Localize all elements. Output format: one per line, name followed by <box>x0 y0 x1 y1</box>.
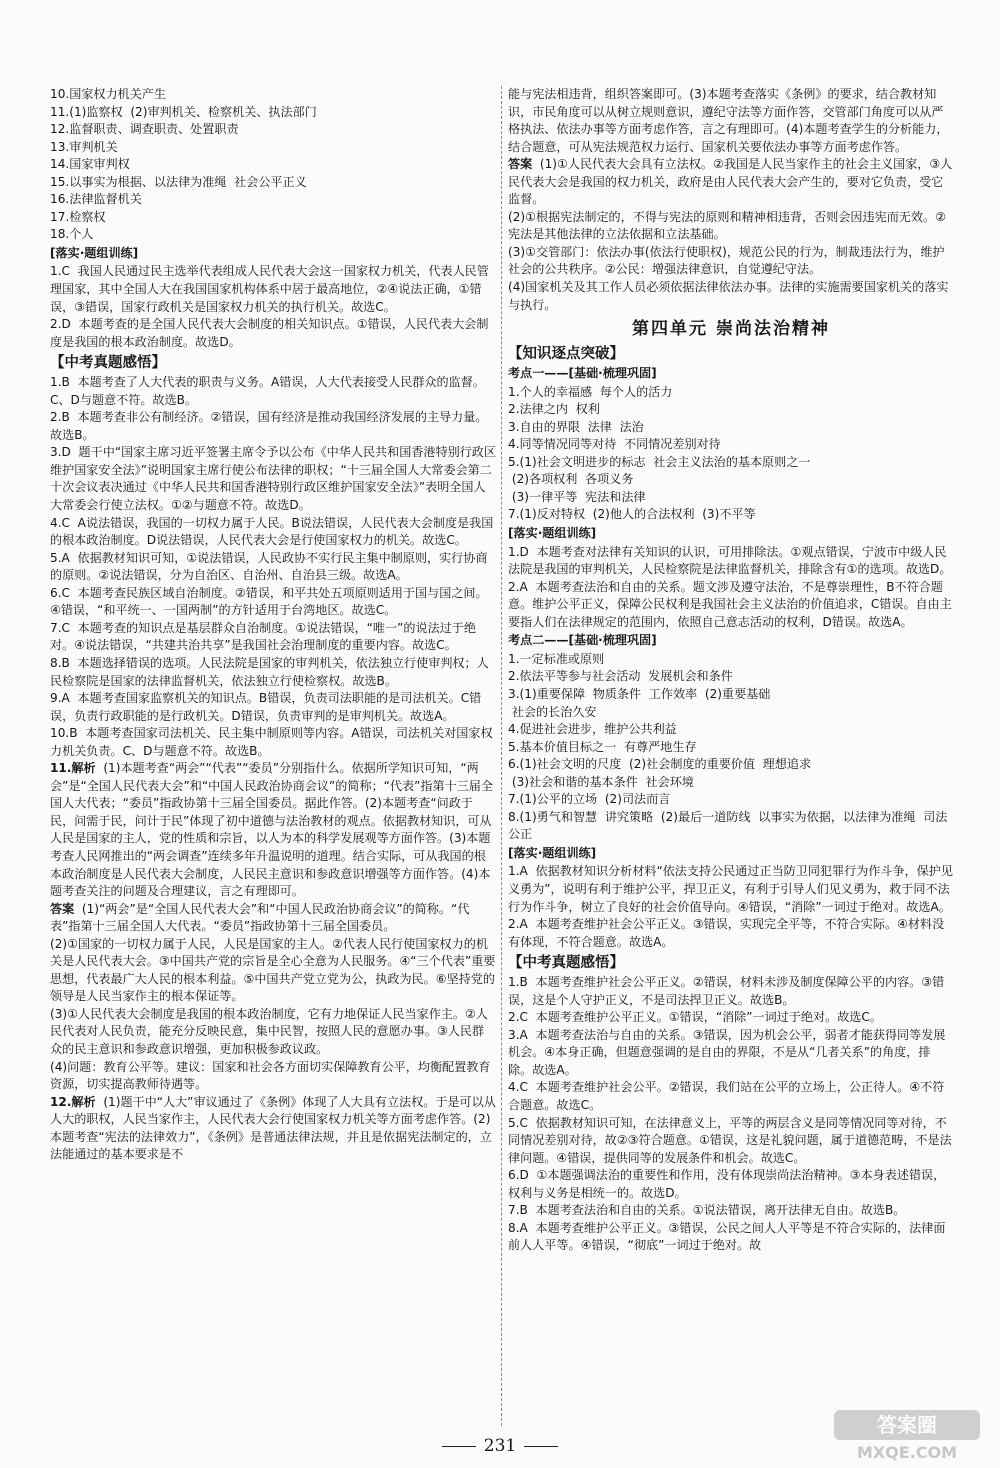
answer-line: (3)一律平等 宪法和法律 <box>508 489 646 504</box>
answer-line: 11.(1)监察权 (2)审判机关、检察机关、执法部门 <box>50 104 317 119</box>
answer-line: 14.国家审判权 <box>50 157 130 172</box>
answer-text: (1)“两会”是“全国人民代表大会”和“中国人民政治协商会议”的简称。“代表”指第十三届全国人大代表。“委员”指政协第十三届全国委员。 <box>50 901 470 934</box>
answer-paragraph: 1.A 依据教材知识分析材料“依法支持公民通过正当防卫同犯罪行为作斗争，保护见义勇为”，说明有利于维护公平，捍卫正义，有利于引导人们见义勇为，救于同不法行为作斗争，树立了良好的社会价值导向。④错误，“消除”一词过于绝对。故选A。 <box>508 864 953 914</box>
answer-paragraph <box>508 156 954 209</box>
answer-paragraph: 1.B 本题考查维护社会公平正义。②错误，材料未涉及制度保障公平的内容。③错误，这是个人守护正义，不是司法捍卫正义。故选B。 <box>508 975 945 1007</box>
subsection-label: [落实·题组训练] <box>508 526 597 541</box>
answer-line: 1.一定标准或原则 <box>508 651 605 666</box>
answer-paragraph: (4)国家机关及其工作人员必须依据法律依法办事。法律的实施需要国家机关的落实与执行。 <box>508 280 949 312</box>
answer-text: (1)题干中“人大”审议通过了《条例》体现了人大具有立法权。于是可以从人大的职权，人民当家作主，人民代表大会行使国家权力机关等方面考虑作答。(2)本题考查“宪法的法律效力”，《条例》是普通法律法规，并且是依据宪法制定的，立法能通过的基本要求是不 <box>50 1094 496 1162</box>
answer-text: (1)①人民代表大会具有立法权。②我国是人民当家作主的社会主义国家，③人民代表大会是我国的权力机关，政府是由人民代表大会产生的，要对它负责，受它监督。 <box>508 157 953 207</box>
answer-paragraph <box>50 760 496 900</box>
answer-paragraph: 9.A 本题考查国家监察机关的知识点。B错误，负责司法职能的是司法机关。C错误，负责行政职能的是行政机关。D错误，负责审判的是审判机关。故选A。 <box>50 691 482 723</box>
answer-paragraph: 2.C 本题考查维护公平正义。①错误，“消除”一词过于绝对。故选C。 <box>508 1010 882 1025</box>
answer-paragraph: (3)①交管部门：依法办事(依法行使职权)，规范公民的行为，制裁违法行为，维护社会的公共秩序。②公民：增强法律意识，自觉遵纪守法。 <box>508 244 945 277</box>
answer-line: 4.同等情况同等对待 不同情况差别对待 <box>508 437 721 452</box>
answer-lead-label: 答案 <box>508 157 533 172</box>
answer-paragraph: 10.B 本题考查国家司法机关、民主集中制原则等内容。A错误，司法机关对国家权力机关负责。C、D与题意不符。故选B。 <box>50 726 493 758</box>
answer-paragraph: 2.A 本题考查法治和自由的关系。题文涉及遵守法治，不是尊崇理性，B不符合题意。维护公平正义，保障公民权利是我国社会主义法治的价值追求，C错误。自由主要指人们在法律规定的范围内，依照自己意志活动的权利，D错误。故选A。 <box>508 579 952 629</box>
answer-paragraph: 7.B 本题考查法治和自由的关系。①说法错误，离开法律无自由。故选B。 <box>508 1203 906 1218</box>
answer-paragraph: 4.C 本题考查维护社会公平。②错误，我们站在公平的立场上，公正待人。④不符合题意。故选C。 <box>508 1080 945 1112</box>
page-number-dash-left <box>442 1446 476 1447</box>
answer-line: 8.(1)勇气和智慧 讲究策略 (2)最后一道防线 以事实为依据，以法律为准绳 司法公正 <box>508 809 948 842</box>
answer-paragraph: 7.C 本题考查的知识点是基层群众自治制度。①说法错误，“唯一”的说法过于绝对。④说法错误，“共建共治共享”是我国社会治理制度的重要内容。故选C。 <box>50 620 476 653</box>
answer-line: 3.(1)重要保障 物质条件 工作效率 (2)重要基础 <box>508 686 771 701</box>
answer-paragraph: (3)①人民代表大会制度是我国的根本政治制度，它有力地保证人民当家作主。②人民代表对人民负责，能充分反映民意，集中民智，按照人民的意愿办事。③人民群众的民主意识和参政意识增强，更加积极参政议政。 <box>50 1006 488 1056</box>
answer-line: 3.自由的界限 法律 法治 <box>508 419 644 434</box>
answer-paragraph: (2)①国家的一切权力属于人民，人民是国家的主人。②代表人民行使国家权力的机关是人民代表大会。③中国共产党的宗旨是全心全意为人民服务。④“三个代表”重要思想，代表最广大人民的根本利益。⑤中国共产党立党为公，执政为民。⑥坚持党的领导是人民当家作主的根本保证等。 <box>50 936 496 1004</box>
answer-paragraph: 5.C 依据教材知识可知，在法律意义上，平等的两层含义是同等情况同等对待，不同情况差别对待，故②③符合题意。①错误，这是礼貌问题，属于道德范畴，不是法律问题。④错误，提供同等的发展条件和机会。故选C。 <box>508 1115 952 1165</box>
page-number-dash-right <box>524 1446 558 1447</box>
answer-line: 17.检察权 <box>50 209 106 224</box>
answer-line: 15.以事实为根据、以法律为准绳 社会公平正义 <box>50 174 307 189</box>
answer-paragraph: (2)①根据宪法制定的，不得与宪法的原则和精神相违背，否则会因违宪而无效。②宪法是其他法律的立法依据和立法基础。 <box>508 209 946 242</box>
answer-paragraph: 1.D 本题考查对法律有关知识的认识，可用排除法。①观点错误，宁波市中级人民法院是我国的审判机关，人民检察院是法律监督机关，排除含有①的选项。故选D。 <box>508 544 952 577</box>
answer-line: 13.审判机关 <box>50 139 118 154</box>
answer-paragraph: 4.C A说法错误，我国的一切权力属于人民。B说法错误，人民代表大会制度是我国的根本政治制度。D说法错误，人民代表大会是行使国家权力的机关。故选C。 <box>50 515 494 548</box>
answer-line: 社会的长治久安 <box>508 704 597 719</box>
answer-line: 18.个人 <box>50 227 94 242</box>
answer-line: (3)社会和谐的基本条件 社会环境 <box>508 774 694 789</box>
answer-line: 7.(1)公平的立场 (2)司法而言 <box>508 792 671 807</box>
section-heading: 【 中考真题感悟 】 <box>50 353 496 373</box>
answer-line: 4.促进社会进步，维护公共利益 <box>508 722 677 737</box>
answer-lead-label: 11.解析 <box>50 761 96 776</box>
answer-line: 6.(1)社会文明的尺度 (2)社会制度的重要价值 理想追求 <box>508 757 812 772</box>
section-heading: 【 中考真题感悟 】 <box>508 953 954 973</box>
left-column <box>50 86 496 1164</box>
answer-lead-label: 12.解析 <box>50 1094 96 1109</box>
answer-line: 7.(1)反对特权 (2)他人的合法权利 (3)不平等 <box>508 507 756 522</box>
answer-paragraph: 1.C 我国人民通过民主选举代表组成人民代表大会这一国家权力机关，代表人民管理国家，其中全国人大在我国国家机构体系中居于最高地位，②④说法正确，①错误，③错误，国家行政机关是国家权力机关的执行机关。故选C。 <box>50 264 489 314</box>
answer-line: 5.基本价值目标之一 有尊严地生存 <box>508 739 697 754</box>
answer-paragraph <box>50 901 496 936</box>
answer-line: 2.法律之内 权利 <box>508 402 600 417</box>
answer-paragraph: 1.B 本题考查了人大代表的职责与义务。A错误，人大代表接受人民群众的监督。C、D与题意不符。故选B。 <box>50 375 485 407</box>
answer-paragraph: (4)问题：教育公平等。建议：国家和社会各方面切实保障教育公平，均衡配置教育资源，切实提高教师待遇等。 <box>50 1059 491 1092</box>
answer-paragraph: 能与宪法相违背，组织答案即可。(3)本题考查落实《条例》的要求，结合教材知识，市民角度可以从树立规则意识，遵纪守法等方面作答，交管部门角度可以从严格执法、依法办事等方面考虑作答，言之有理即可。(4)本题考查学生的分析能力，结合题意，可从宪法规范权力运行、国家机关要依法办事等方面考虑作答。 <box>508 87 949 154</box>
answer-line: 16.法律监督机关 <box>50 192 142 207</box>
answer-line: (2)各项权利 各项义务 <box>508 472 634 487</box>
answer-paragraph: 6.C 本题考查民族区域自治制度。②错误，和平共处五项原则适用于国与国之间。④错误，“和平统一、一国两制”的方针适用于台湾地区。故选C。 <box>50 585 488 618</box>
subsection-label: [落实·题组训练] <box>508 845 597 860</box>
section-heading: 【 知识逐点突破 】 <box>508 344 954 364</box>
answer-line: 5.(1)社会文明进步的标志 社会主义法治的基本原则之一 <box>508 454 811 469</box>
answer-line: 10.国家权力机关产生 <box>50 87 166 101</box>
answer-paragraph: 3.D 题干中“国家主席习近平签署主席令予以公布《中华人民共和国香港特别行政区维护国家安全法》”说明国家主席行使公布法律的职权；“十三届全国人大常委会第二十次会议表决通过《中华人民共和国香港特别行政区维护国家安全法》”表明全国人大常委会行使立法权。①②与题意不符。故选D。 <box>50 445 496 513</box>
answer-paragraph: 8.A 本题考查维护公平正义。③错误，公民之间人人平等是不符合实际的，法律面前人人平等。④错误，“彻底”一词过于绝对。故 <box>508 1220 946 1253</box>
watermark-logo <box>832 1408 982 1462</box>
right-column <box>508 86 954 1255</box>
subsection-label: [落实·题组训练] <box>50 245 139 260</box>
svg-text:MXQE.COM: MXQE.COM <box>856 1443 958 1462</box>
answer-paragraph: 8.B 本题选择错误的选项。人民法院是国家的审判机关，依法独立行使审判权；人民检察院是国家的法律监督机关，依法独立行使检察权。故选B。 <box>50 655 489 688</box>
answer-paragraph <box>50 1094 496 1164</box>
page-number-text: 231 <box>483 1436 517 1456</box>
answer-paragraph: 6.D ①本题强调法治的重要性和作用，没有体现崇尚法治精神。③本身表述错误，权利与义务是相统一的。故选D。 <box>508 1168 946 1200</box>
subsection-label: 考点二——[基础·梳理巩固] <box>508 633 657 648</box>
answer-line: 12.监督职责、调查职责、处置职责 <box>50 122 239 137</box>
subsection-label: 考点一——[基础·梳理巩固] <box>508 366 657 381</box>
answer-line: 2.依法平等参与社会活动 发展机会和条件 <box>508 669 733 684</box>
answer-line: 1.个人的幸福感 每个人的活力 <box>508 384 673 399</box>
answer-paragraph: 3.A 本题考查法治与自由的关系。③错误，因为机会公平，弱者才能获得同等发展机会。④本身正确，但题意强调的是自由的界限，不是从“几者关系”的角度，排除。故选A。 <box>508 1027 946 1077</box>
answer-paragraph: 2.B 本题考查非公有制经济。②错误，国有经济是推动我国经济发展的主导力量。故选B。 <box>50 410 488 442</box>
column-divider <box>501 86 502 1426</box>
answer-lead-label: 答案 <box>50 901 75 916</box>
answer-paragraph: 2.A 本题考查维护社会公平正义。③错误，实现完全平等，不符合实际。④材料没有体现，不符合题意。故选A。 <box>508 917 945 949</box>
answer-paragraph: 2.D 本题考查的是全国人民代表大会制度的相关知识点。①错误，人民代表大会制度是我国的根本政治制度。故选D。 <box>50 317 489 349</box>
unit-title: 第四单元 崇尚法治精神 <box>632 319 830 340</box>
svg-text:答案圈: 答案圈 <box>877 1413 937 1437</box>
answer-text: (1)本题考查“两会”“代表”“委员”分别指什么。依据所学知识可知，“两会”是“全国人民代表大会”和“中国人民政治协商会议”的简称；“代表”指第十三届全国人大代表；“委员”指政协第十三届全国委员。据此作答。(2)本题考查“问政于民，问需于民，问计于民”体现了初中道德与法治教材的观点。依据教材知识，可从人民是国家的主人，党的性质和宗旨，以人为本的科学发展观等方面作答。(3)本题考查人民网推出的“两会调查”连续多年升温说明的道理。结合实际，可从我国的根本政治制度是人民代表大会制度，人民民主意识和参政意识增强等方面作答。(4)本题考查关注的问题及合理建议，言之有理即可。 <box>50 761 493 899</box>
answer-paragraph: 5.A 依据教材知识可知，①说法错误，人民政协不实行民主集中制原则，实行协商的原则。②说法错误，分为自治区、自治州、自治县三级。故选A。 <box>50 550 488 583</box>
